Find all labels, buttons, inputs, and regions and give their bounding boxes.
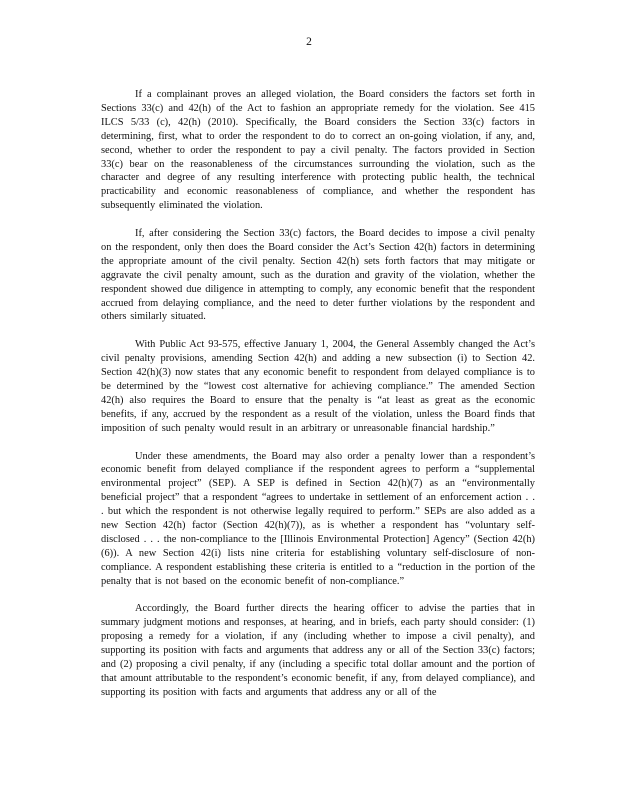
paragraph-sep-amendments: Under these amendments, the Board may also order a penalty lower than a respondent’s economic benefit from delayed compliance if the respondent agrees to perform a “supplemental environmental project” (SEP). A SEP is defined in Section 42(h)(7) as an “environmentally beneficial project” that a respondent “agrees to undertake in settlement of an enforcement action . . . but which the respondent is not otherwise legally required to perform.” SEPs are also added as a new Section 42(h) factor (Section 42(h)(7)), as is whether a respondent has “voluntary self-disclosed . . . the non-compliance to the [Illinois Environmental Protection] Agency” (Section 42(h)(6)). A new Section 42(i) lists nine criteria for establishing voluntary self-disclosure of non-compliance. A respondent establishing these criteria is entitled to a “reduction in the portion of the penalty that is not based on the economic benefit of non-compliance.” xyxy=(101,450,535,587)
paragraph-hearing-officer: Accordingly, the Board further directs the hearing officer to advise the parties that in summary judgment motions and responses, at hearing, and in briefs, each party should consider: (1) proposing a remedy for a violation, if any (including whether to impose a civil penalty), and supporting its position with facts and arguments that address any or all of the Section 33(c) factors; and (2) proposing a civil penalty, if any (including a specific total dollar amount and the portion of that amount attributable to the respondent’s economic benefit, if any, from delayed compliance), and supporting its position with facts and arguments that address any or all of the xyxy=(101,603,535,698)
paragraph-section-42h: If, after considering the Section 33(c) factors, the Board decides to impose a civil penalty on the respondent, only then does the Board consider the Act’s Section 42(h) factors in determining the appropriate amount of the civil penalty. Section 42(h) sets forth factors that may mitigate or aggravate the civil penalty amount, such as the duration and gravity of the violation, whether the respondent showed due diligence in attempting to comply, any economic benefit that the respondent accrued from delaying compliance, and the need to deter further violations by the respondent and others similarly situated. xyxy=(101,228,535,323)
page-number: 2 xyxy=(306,36,312,48)
paragraph-remedy-factors: If a complainant proves an alleged violation, the Board considers the factors set forth in Sections 33(c) and 42(h) of the Act to fashion an appropriate remedy for the violation. See 415 ILCS 5/33 (c), 42(h) (2010). Specifically, the Board considers the Section 33(c) factors in determining, first, what to order the respondent to do to correct an on-going violation, if any, and, second, whether to order the respondent to pay a civil penalty. The factors provided in Section 33(c) bear on the reasonableness of the circumstances surrounding the violation, such as the character and degree of any resulting interference with protecting public health, the technical practicability and economic reasonableness of compliance, and whether the respondent has subsequently eliminated the violation. xyxy=(101,89,535,212)
paragraph-public-act: With Public Act 93-575, effective January 1, 2004, the General Assembly changed the Act’s civil penalty provisions, amending Section 42(h) and adding a new subsection (i) to Section 42. Section 42(h)(3) now states that any economic benefit to respondent from delayed compliance is to be determined by the “lowest cost alternative for achieving compliance.” The amended Section 42(h) also requires the Board to ensure that the penalty is “at least as great as the economic benefits, if any, accrued by the respondent as a result of the violation, unless the Board finds that imposition of such penalty would result in an arbitrary or unreasonable financial hardship.” xyxy=(101,339,535,434)
document-body xyxy=(101,88,535,714)
